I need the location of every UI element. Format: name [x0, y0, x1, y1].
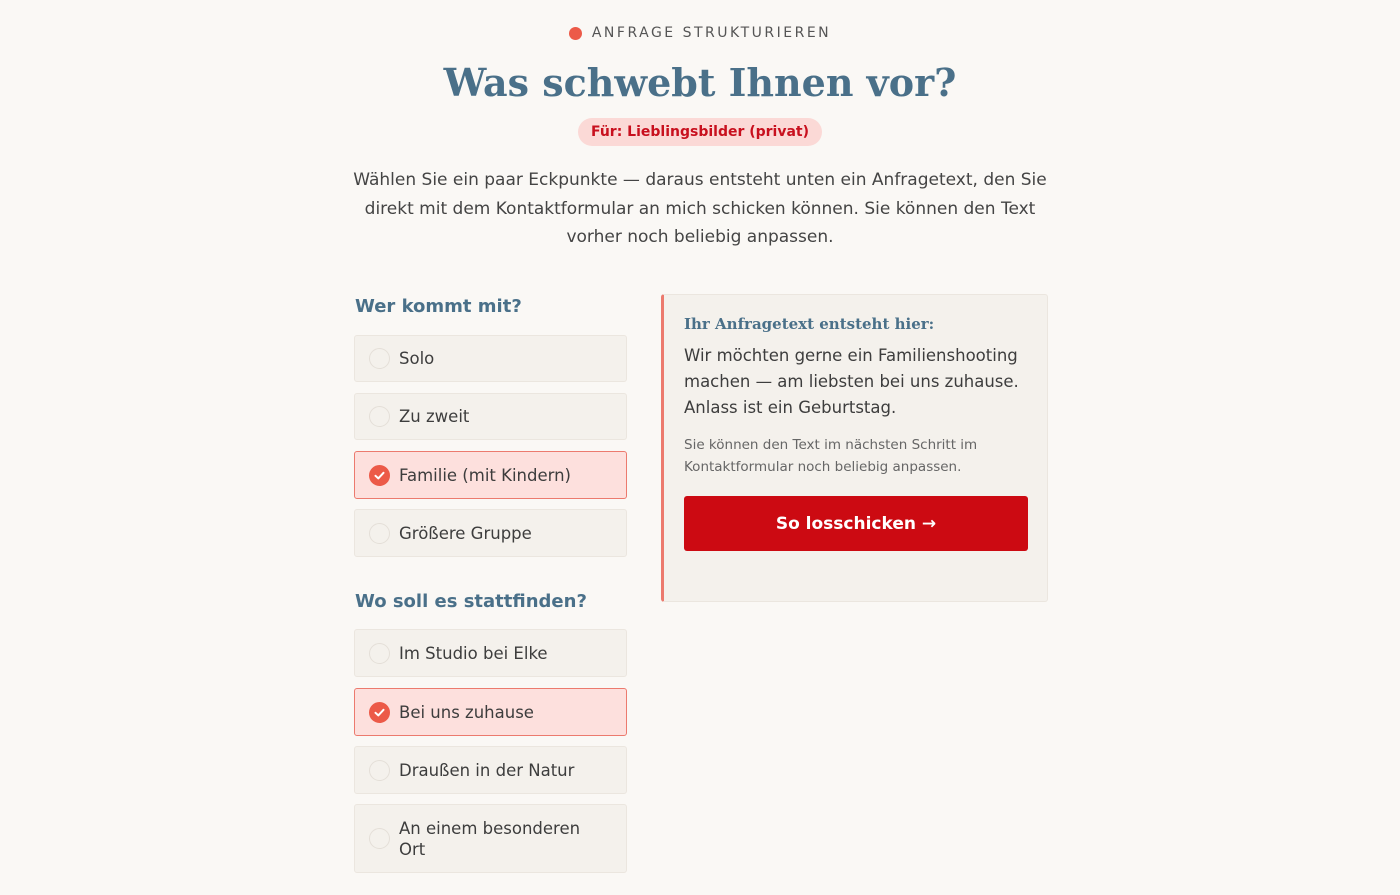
- check-icon: [373, 469, 386, 482]
- option-groessere-gruppe[interactable]: [354, 509, 627, 557]
- preview-note: Sie können den Text im nächsten Schritt im Kontaktformular noch beliebig anpassen.: [684, 437, 978, 475]
- context-badge: Für: Lieblingsbilder (privat): [578, 118, 822, 146]
- option-label: Größere Gruppe: [399, 523, 532, 543]
- preview-title: Ihr Anfragetext entsteht hier:: [684, 315, 935, 333]
- option-label: Solo: [399, 349, 435, 368]
- radio-icon: [369, 465, 390, 486]
- option-label: Zu zweit: [399, 407, 470, 426]
- option-label: Familie (mit Kindern): [399, 465, 571, 485]
- check-icon: [373, 706, 386, 719]
- radio-icon: [369, 523, 390, 544]
- option-zuhause[interactable]: [354, 688, 627, 736]
- radio-icon: [369, 643, 390, 664]
- option-solo[interactable]: [354, 335, 627, 382]
- radio-icon: [369, 348, 390, 369]
- radio-icon: [369, 760, 390, 781]
- radio-icon: [369, 702, 390, 723]
- intro-text: Wählen Sie ein paar Eckpunkte — daraus entsteht unten ein Anfragetext, den Sie direkt mit dem Kontaktformular an mich schicken können. Sie können den Text vorher noch beliebig anpassen.: [353, 170, 1047, 247]
- send-button[interactable]: So losschicken →: [684, 496, 1028, 551]
- preview-text: Wir möchten gerne ein Familienshooting machen — am liebsten bei uns zuhause. Anlass ist ein Geburtstag.: [684, 346, 1019, 417]
- eyebrow: [0, 25, 1400, 41]
- group-title-wo: Wo soll es stattfinden?: [355, 591, 587, 612]
- dot-icon: [569, 27, 582, 40]
- preview-panel: [661, 294, 1048, 602]
- option-natur[interactable]: [354, 746, 627, 794]
- option-zu-zweit[interactable]: [354, 393, 627, 440]
- option-label: Draußen in der Natur: [399, 760, 575, 780]
- badge-wrapper: [0, 118, 1400, 146]
- radio-icon: [369, 406, 390, 427]
- option-studio[interactable]: [354, 629, 627, 677]
- group-title-wer: Wer kommt mit?: [355, 296, 522, 317]
- option-label: Bei uns zuhause: [399, 702, 534, 722]
- page-title: Was schwebt Ihnen vor?: [443, 60, 957, 105]
- option-label: Im Studio bei Elke: [399, 643, 548, 663]
- radio-icon: [369, 828, 390, 849]
- option-besonderer-ort[interactable]: [354, 804, 627, 873]
- option-familie[interactable]: [354, 451, 627, 499]
- option-label: An einem besonderen Ort: [399, 818, 581, 859]
- eyebrow-text: ANFRAGE STRUKTURIEREN: [591, 25, 832, 41]
